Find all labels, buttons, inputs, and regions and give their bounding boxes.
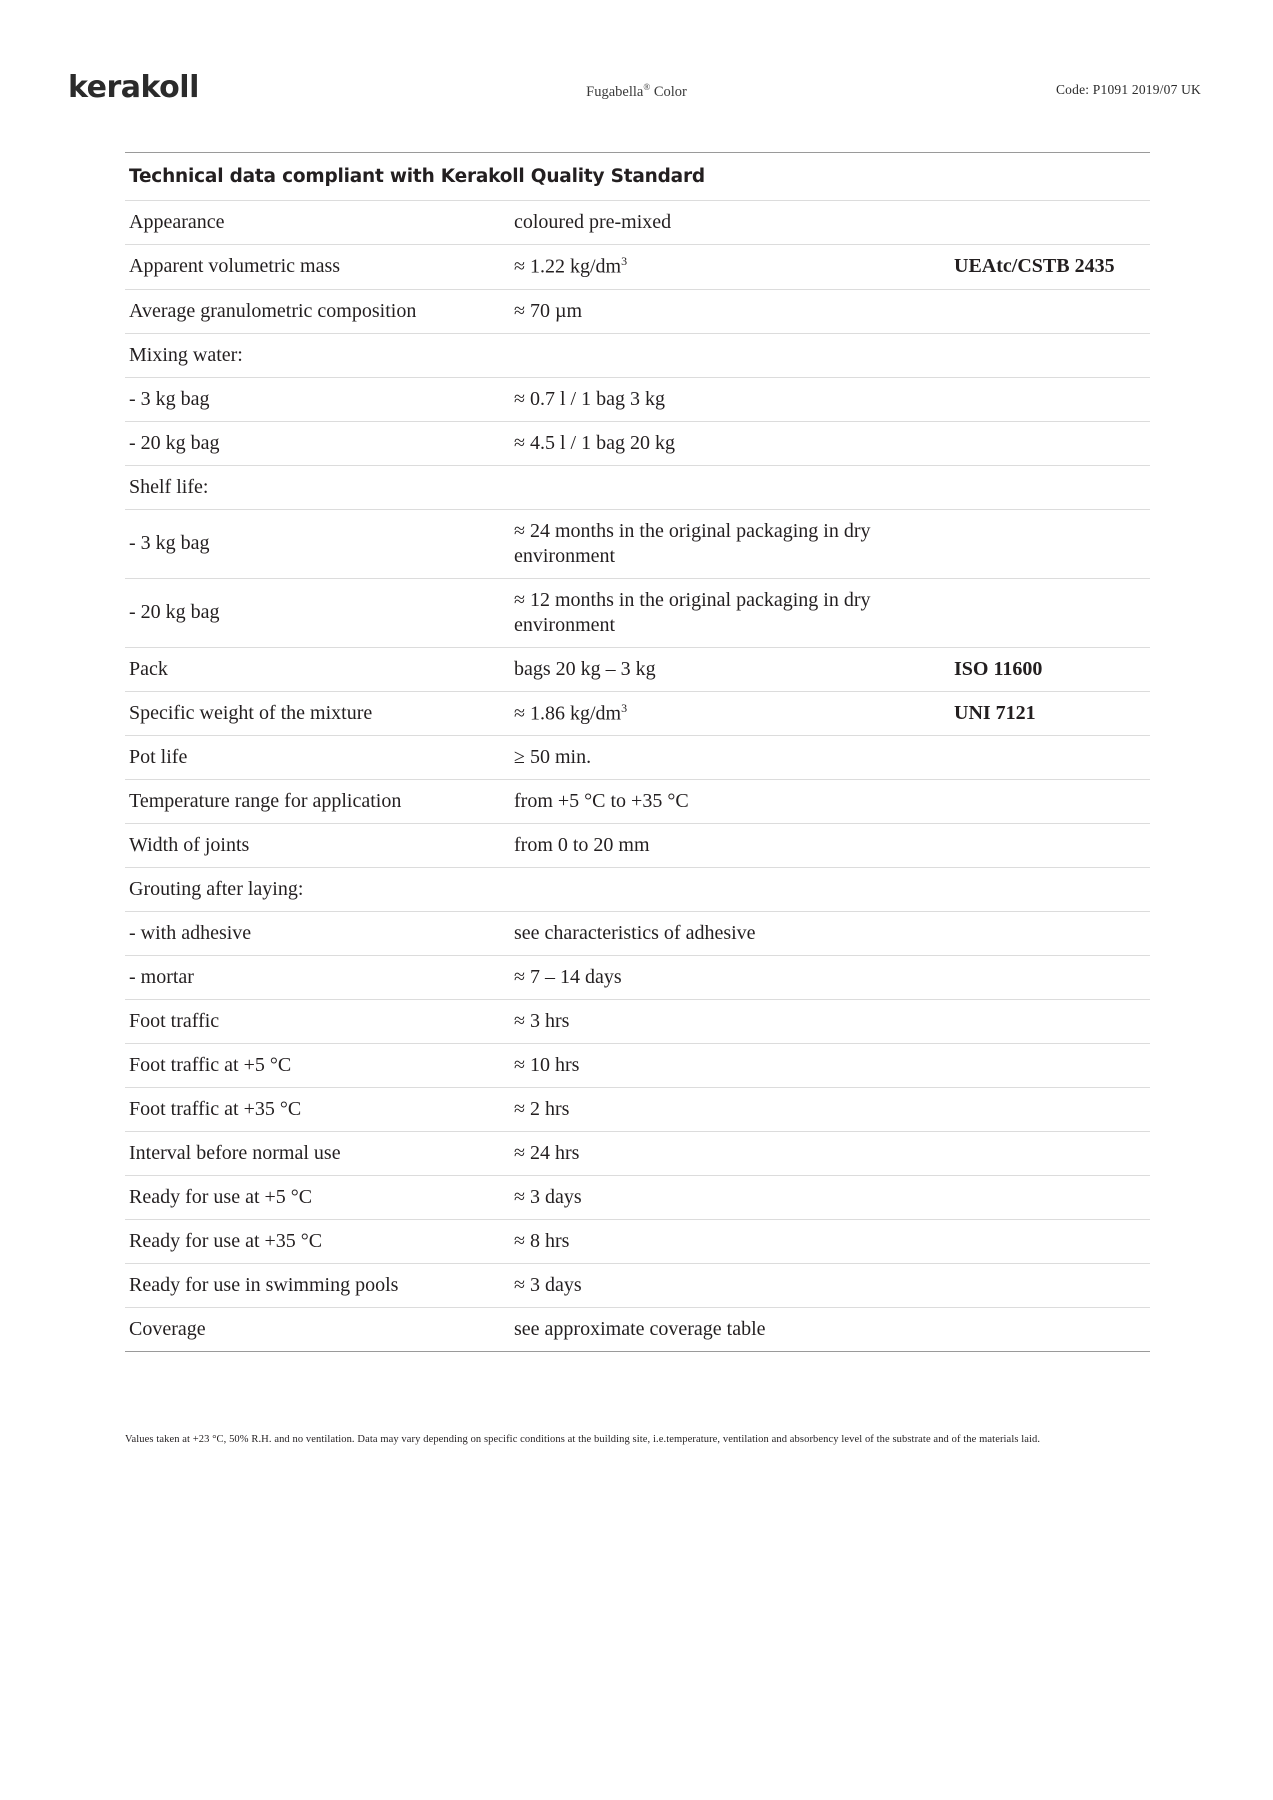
table-cell-value: ≈ 3 days bbox=[510, 1176, 950, 1220]
product-name-suffix: Color bbox=[650, 83, 687, 100]
table-cell-property: Ready for use at +35 °C bbox=[125, 1220, 510, 1264]
table-row bbox=[125, 1000, 1150, 1044]
table-row bbox=[125, 465, 1150, 509]
table-row bbox=[125, 1220, 1150, 1264]
table-cell-standard bbox=[950, 1132, 1150, 1176]
table-cell-value bbox=[510, 868, 950, 912]
table-cell-property: - 20 kg bag bbox=[125, 578, 510, 647]
table-cell-property: Grouting after laying: bbox=[125, 868, 510, 912]
table-cell-standard: ISO 11600 bbox=[950, 647, 1150, 691]
table-row bbox=[125, 780, 1150, 824]
table-row bbox=[125, 912, 1150, 956]
table-cell-standard bbox=[950, 824, 1150, 868]
table-cell-property: - 20 kg bag bbox=[125, 421, 510, 465]
table-cell-property: Apparent volumetric mass bbox=[125, 245, 510, 290]
table-row bbox=[125, 1088, 1150, 1132]
table-cell-property: Pot life bbox=[125, 736, 510, 780]
table-cell-value: coloured pre-mixed bbox=[510, 201, 950, 245]
table-cell-value bbox=[510, 245, 950, 290]
table-cell-standard bbox=[950, 421, 1150, 465]
table-cell-property: Width of joints bbox=[125, 824, 510, 868]
table-title-row bbox=[125, 153, 1150, 201]
technical-data-table bbox=[125, 152, 1150, 1352]
table-row bbox=[125, 647, 1150, 691]
table-cell-property: Interval before normal use bbox=[125, 1132, 510, 1176]
table-cell-value: ≈ 3 days bbox=[510, 1264, 950, 1308]
table-cell-standard bbox=[950, 780, 1150, 824]
table-cell-value: ≈ 12 months in the original packaging in dry environment bbox=[510, 578, 950, 647]
table-cell-value-text: ≈ 1.86 kg/dm bbox=[514, 702, 622, 725]
table-cell-standard bbox=[950, 509, 1150, 578]
table-cell-value: bags 20 kg – 3 kg bbox=[510, 647, 950, 691]
document-code: Code: P1091 2019/07 UK bbox=[1055, 82, 1201, 97]
table-row bbox=[125, 956, 1150, 1000]
table-cell-standard bbox=[950, 465, 1150, 509]
table-cell-value: ≈ 2 hrs bbox=[510, 1088, 950, 1132]
table-cell-property: - 3 kg bag bbox=[125, 509, 510, 578]
table-row bbox=[125, 377, 1150, 421]
unit-exponent: 3 bbox=[621, 254, 628, 269]
table-row bbox=[125, 868, 1150, 912]
table-row bbox=[125, 824, 1150, 868]
table-cell-standard bbox=[950, 1176, 1150, 1220]
table-cell-property: Foot traffic bbox=[125, 1000, 510, 1044]
table-cell-value: see characteristics of adhesive bbox=[510, 912, 950, 956]
table-title: Technical data compliant with Kerakoll Quality Standard bbox=[125, 153, 1150, 201]
table-cell-value: ≈ 7 – 14 days bbox=[510, 956, 950, 1000]
table-row bbox=[125, 1264, 1150, 1308]
table-cell-standard bbox=[950, 1308, 1150, 1352]
table-cell-property: Mixing water: bbox=[125, 333, 510, 377]
table-cell-standard bbox=[950, 1264, 1150, 1308]
table-cell-value: ≈ 10 hrs bbox=[510, 1044, 950, 1088]
table-cell-value: ≥ 50 min. bbox=[510, 736, 950, 780]
technical-data-section bbox=[125, 152, 1150, 1352]
page-header bbox=[0, 62, 1273, 112]
table-row bbox=[125, 201, 1150, 245]
table-cell-standard bbox=[950, 289, 1150, 333]
table-row bbox=[125, 289, 1150, 333]
table-row bbox=[125, 1308, 1150, 1352]
table-cell-value: ≈ 24 months in the original packaging in dry environment bbox=[510, 509, 950, 578]
table-row bbox=[125, 1044, 1150, 1088]
table-cell-value: ≈ 0.7 l / 1 bag 3 kg bbox=[510, 377, 950, 421]
table-footnote: Values taken at +23 °C, 50% R.H. and no ventilation. Data may vary depending on specific conditions at the building site, i.e.temperature, ventilation and absorbency level of the substrate and of the materials laid. bbox=[125, 1434, 1041, 1445]
table-cell-standard bbox=[950, 1000, 1150, 1044]
table-cell-property: Temperature range for application bbox=[125, 780, 510, 824]
table-row bbox=[125, 509, 1150, 578]
table-cell-property: - with adhesive bbox=[125, 912, 510, 956]
table-cell-property: Average granulometric composition bbox=[125, 289, 510, 333]
table-cell-property: Foot traffic at +35 °C bbox=[125, 1088, 510, 1132]
table-cell-property: Specific weight of the mixture bbox=[125, 691, 510, 736]
table-cell-property: Appearance bbox=[125, 201, 510, 245]
table-cell-value: see approximate coverage table bbox=[510, 1308, 950, 1352]
table-row bbox=[125, 421, 1150, 465]
table-cell-value bbox=[510, 465, 950, 509]
table-cell-standard bbox=[950, 333, 1150, 377]
table-cell-standard bbox=[950, 578, 1150, 647]
table-cell-property: Coverage bbox=[125, 1308, 510, 1352]
table-row bbox=[125, 736, 1150, 780]
table-cell-standard bbox=[950, 912, 1150, 956]
technical-data-table-body bbox=[125, 153, 1150, 1352]
registered-trademark-icon: ® bbox=[643, 82, 651, 92]
table-cell-value: from +5 °C to +35 °C bbox=[510, 780, 950, 824]
table-cell-value bbox=[510, 691, 950, 736]
table-cell-standard bbox=[950, 1044, 1150, 1088]
table-cell-property: Foot traffic at +5 °C bbox=[125, 1044, 510, 1088]
table-cell-value: ≈ 3 hrs bbox=[510, 1000, 950, 1044]
kerakoll-logo: kerakoll bbox=[68, 70, 199, 105]
table-cell-standard: UNI 7121 bbox=[950, 691, 1150, 736]
table-cell-property: Pack bbox=[125, 647, 510, 691]
table-cell-standard bbox=[950, 868, 1150, 912]
table-cell-value: ≈ 24 hrs bbox=[510, 1132, 950, 1176]
table-cell-standard bbox=[950, 377, 1150, 421]
table-cell-property: Ready for use in swimming pools bbox=[125, 1264, 510, 1308]
table-cell-standard: UEAtc/CSTB 2435 bbox=[950, 245, 1150, 290]
table-cell-value: ≈ 70 µm bbox=[510, 289, 950, 333]
table-cell-property: - 3 kg bag bbox=[125, 377, 510, 421]
table-cell-property: Ready for use at +5 °C bbox=[125, 1176, 510, 1220]
table-row bbox=[125, 691, 1150, 736]
table-cell-value: from 0 to 20 mm bbox=[510, 824, 950, 868]
table-cell-value: ≈ 4.5 l / 1 bag 20 kg bbox=[510, 421, 950, 465]
table-cell-value: ≈ 8 hrs bbox=[510, 1220, 950, 1264]
unit-exponent: 3 bbox=[621, 700, 628, 715]
table-row bbox=[125, 333, 1150, 377]
table-cell-standard bbox=[950, 201, 1150, 245]
table-cell-standard bbox=[950, 1220, 1150, 1264]
product-name-text: Fugabella bbox=[586, 83, 644, 100]
table-row bbox=[125, 578, 1150, 647]
table-row bbox=[125, 1176, 1150, 1220]
table-cell-value bbox=[510, 333, 950, 377]
table-cell-standard bbox=[950, 1088, 1150, 1132]
table-cell-standard bbox=[950, 736, 1150, 780]
table-row bbox=[125, 1132, 1150, 1176]
table-row bbox=[125, 245, 1150, 290]
table-cell-value-text: ≈ 1.22 kg/dm bbox=[514, 255, 622, 278]
table-cell-property: Shelf life: bbox=[125, 465, 510, 509]
table-cell-property: - mortar bbox=[125, 956, 510, 1000]
table-cell-standard bbox=[950, 956, 1150, 1000]
